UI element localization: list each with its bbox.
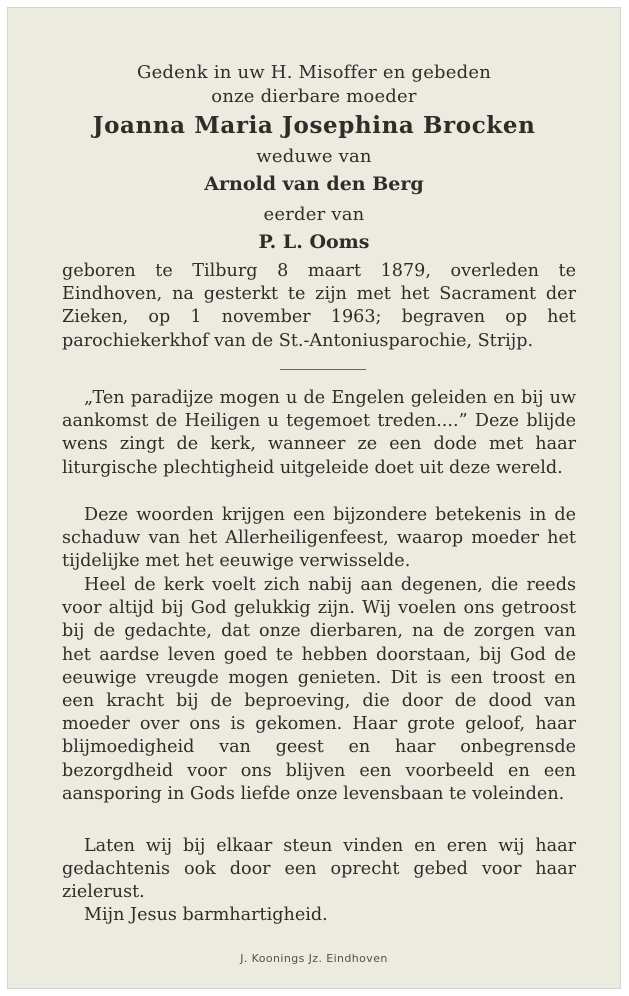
biography-paragraph: geboren te Tilburg 8 maart 1879, overleden te Eindhoven, na gesterkt te zijn met het Sacrament der Zieken, op 1 november 1963; begraven op het parochiekerkhof van de St.-Antoniusparochie, Strijp. — [62, 261, 576, 351]
dedication-line-1: Gedenk in uw H. Misoffer en gebeden — [136, 62, 491, 83]
body-paragraph-2: Deze woorden krijgen een bijzondere betekenis in de schaduw van het Allerheiligenfeest, waarop moeder het tijdelijke met het eeuwige verwisselde. — [62, 505, 576, 572]
printer-credit: J. Koonings Jz. Eindhoven — [240, 952, 388, 965]
memorial-card — [8, 8, 620, 988]
body-paragraph-4: Laten wij bij elkaar steun vinden en eren wij haar gedachtenis ook door een oprecht gebed voor haar zielerust. — [62, 836, 576, 903]
widow-of-label: weduwe van — [256, 146, 372, 167]
husband-name: Arnold van den Berg — [204, 173, 424, 195]
first-husband-name: P. L. Ooms — [258, 231, 370, 253]
deceased-name: Joanna Maria Josephina Brocken — [92, 112, 536, 139]
dedication-line-2: onze dierbare moeder — [211, 86, 417, 107]
previously-of-label: eerder van — [263, 204, 365, 225]
divider-line — [280, 369, 366, 370]
body-paragraph-1: „Ten paradijze mogen u de Engelen geleiden en bij uw aankomst de Heiligen u tegemoet treden....” Deze blijde wens zingt de kerk, wanneer ze een dode met haar liturgische plechtigheid uitgeleide doet uit deze wereld. — [62, 388, 576, 478]
body-paragraph-3: Heel de kerk voelt zich nabij aan degenen, die reeds voor altijd bij God gelukkig zijn. Wij voelen ons getroost bij de gedachte, dat onze dierbaren, na de zorgen van het aardse leven goed te hebben doorstaan, bij God de eeuwige vreugde mogen genieten. Dit is een troost en een kracht bij de beproeving, die door de dood van moeder over ons is gekomen. Haar grote geloof, haar blijmoedigheid van geest en haar onbegrensde bezorgdheid voor ons blijven een voorbeeld en een aansporing in Gods liefde onze levensbaan te voleinden. — [62, 575, 576, 804]
closing-prayer: Mijn Jesus barmhartigheid. — [84, 905, 328, 925]
